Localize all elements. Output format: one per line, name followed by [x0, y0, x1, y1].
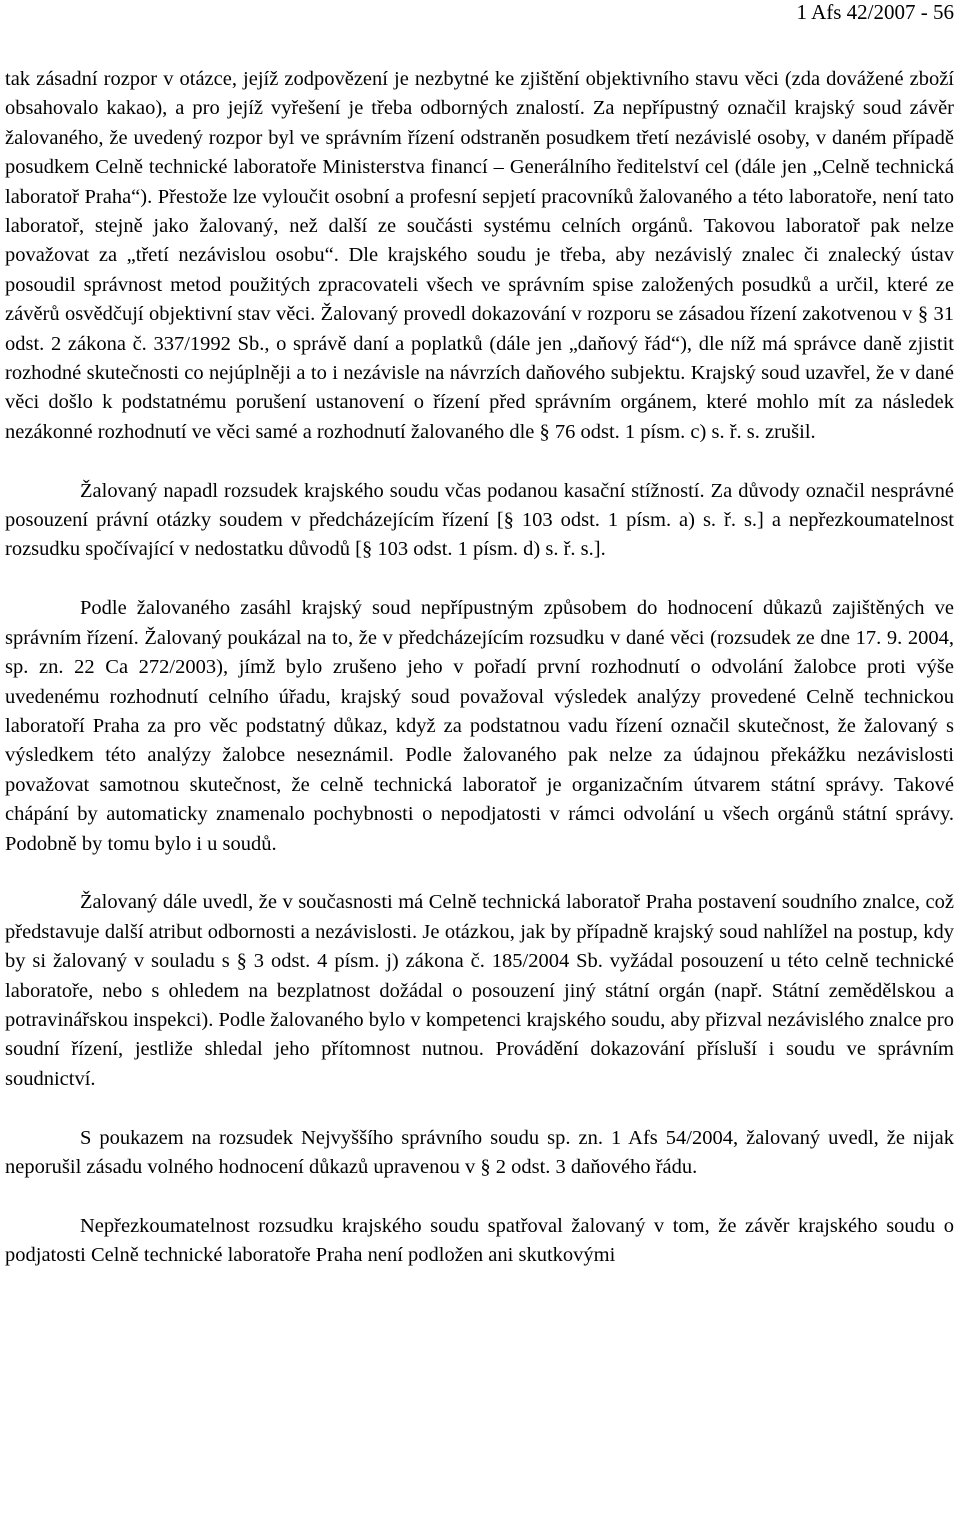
paragraph-5: S poukazem na rozsudek Nejvyššího správního soudu sp. zn. 1 Afs 54/2004, žalovaný uvedl, že nijak neporušil zásadu volného hodnocení důkazů upravenou v § 2 odst. 3 daňového řádu.: [5, 1126, 954, 1178]
paragraph-2: Žalovaný napadl rozsudek krajského soudu včas podanou kasační stížností. Za důvody označil nesprávné posouzení právní otázky soudem v předcházejícím řízení [§ 103 odst. 1 písm. a) s. ř. s.] a nepřezkoumatelnost rozsudku spočívající v nedostatku důvodů [§ 103 odst. 1 písm. d) s. ř. s.].: [5, 479, 954, 561]
case-reference: 1 Afs 42/2007 - 56: [796, 0, 954, 24]
paragraph-4: Žalovaný dále uvedl, že v současnosti má Celně technická laboratoř Praha postavení soudního znalce, což představuje další atribut odbornosti a nezávislosti. Je otázkou, jak by případně krajský soud nahlížel na postup, kdy by si žalovaný v souladu s § 3 odst. 4 písm. j) zákona č. 185/2004 Sb. vyžádal posouzení u této celně technické laboratoře, nebo s ohledem na bezplatnost dožádal o posouzení jiný státní orgán (např. Státní zemědělskou a potravinářskou inspekci). Podle žalovaného bylo v kompetenci krajského soudu, aby přizval nezávislého znalce pro soudní řízení, jestliže shledal jeho přítomnost nutnou. Provádění dokazování přísluší i soudu ve správním soudnictví.: [5, 891, 954, 1090]
paragraph-1: tak zásadní rozpor v otázce, jejíž zodpovězení je nezbytné ke zjištění objektivního stavu věci (zda dovážené zboží obsahovalo kakao), a pro jejíž vyřešení je třeba odborných znalostí. Za nepřípustný označil krajský soud závěr žalovaného, že uvedený rozpor byl ve správním řízení odstraněn posudkem třetí nezávislé osoby, v daném případě posudkem Celně technické laboratoře Ministerstva financí – Generálního ředitelství cel (dále jen „Celně technická laboratoř Praha“). Přestože lze vyloučit osobní a profesní sepjetí pracovníků žalovaného a této laboratoře, není tato laboratoř, stejně jako žalovaný, než další ze součásti systému celních orgánů. Takovou laboratoř pak nelze považovat za „třetí nezávislou osobu“. Dle krajského soudu je třeba, aby nezávislý znalec či znalecký ústav posoudil správnost metod použitých zpracovateli všech ve správním spise založených posudků a určil, které ze závěrů osvědčují objektivní stav věci. Žalovaný provedl dokazování v rozporu se zásadou řízení zakotvenou v § 31 odst. 2 zákona č. 337/1992 Sb., o správě daní a poplatků (dále jen „daňový řád“), dle níž má správce daně zjistit rozhodné skutečnosti co nejúplněji a to i nezávisle na návrzích daňového subjektu. Krajský soud uzavřel, že v dané věci došlo k podstatnému porušení ustanovení o řízení před správním orgánem, které mohlo mít za následek nezákonné rozhodnutí ve věci samé a rozhodnutí žalovaného dle § 76 odst. 1 písm. c) s. ř. s. zrušil.: [5, 68, 954, 443]
paragraph-3: Podle žalovaného zasáhl krajský soud nepřípustným způsobem do hodnocení důkazů zajištěných ve správním řízení. Žalovaný poukázal na to, že v předcházejícím rozsudku v dané věci (rozsudek ze dne 17. 9. 2004, sp. zn. 22 Ca 272/2003), jímž bylo zrušeno jeho v pořadí první rozhodnutí o odvolání žalobce proti výše uvedenému rozhodnutí celního úřadu, krajský soud považoval výsledek analýzy provedené Celně technickou laboratoří Praha za pro věc podstatný důkaz, když za podstatnou vadu řízení označil skutečnost, že žalovaný s výsledkem této analýzy žalobce neseznámil. Podle žalovaného pak nelze za údajnou překážku nezávislosti považovat samotnou skutečnost, že celně technická laboratoř je organizačním útvarem státní správy. Takové chápání by automaticky znamenalo pochybnosti o nepodjatosti v rámci odvolání u všech orgánů státní správy. Podobně by tomu bylo i u soudů.: [5, 597, 954, 855]
document-body: [5, 65, 954, 1271]
paragraph-6: Nepřezkoumatelnost rozsudku krajského soudu spatřoval žalovaný v tom, že závěr krajského soudu o podjatosti Celně technické laboratoře Praha není podložen ani skutkovými: [5, 1214, 954, 1267]
